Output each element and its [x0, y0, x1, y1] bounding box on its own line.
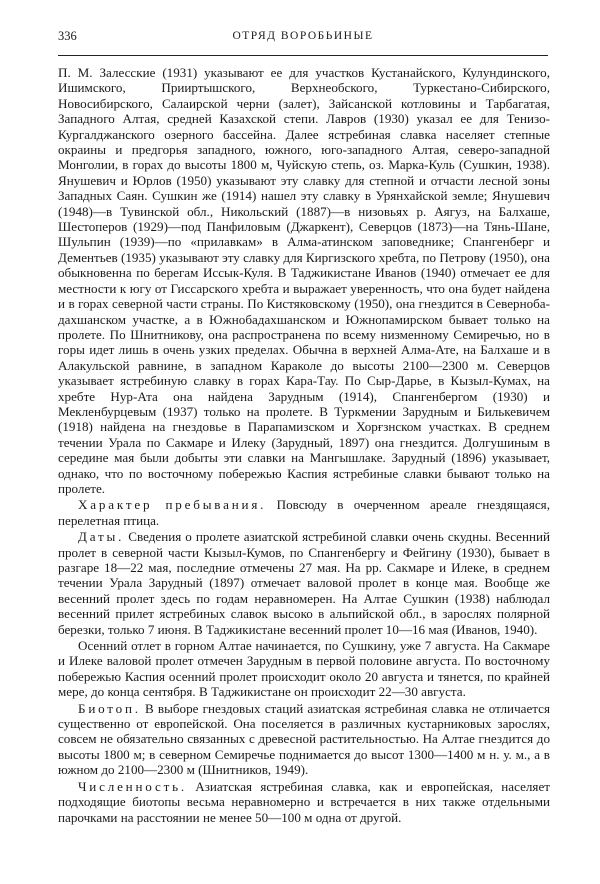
paragraph-distribution	[58, 65, 550, 496]
paragraph-text: П. М. Залесские (1931) указывают ее для участков Кустанайского, Кулундинского, Ишимского, Прииртышского, Верхнеобского, Туркестано-Сибирского, Новосибирского, Салаирской черни (залет), Зайсанской котловины и Тарбагатая, Западного Алтая, средней Казахской степи. Лавров (1930) указал ее для Тенизо-Кургалджанского озерного бассейна. Далее ястребиная славка населяет степные окраины и предгорья западного, южного, юго-западного Алтая, северо-западной Монголии, в горах до высоты 1800 м, Чуйскую степь, оз. Марка-Куль (Сушкин, 1938). Янушевич и Юрлов (1950) указывают эту славку для степной и отчасти лесной зоны Западных Саян. Сушкин же (1914) нашел эту славку в Урянхайской земле; Янушевич (1948)—в Тувинской обл., Никольский (1887)—в низовьях р. Аягуз, на Балхаше, Шестоперов (1929)—под Панфиловым (Джаркент), Северцов (1873)—на Тянь-Шане, Шульпин (1939)—по «прилавкам» в Алма-атинском заповеднике; Спангенберг и Дементьев (1935) указывают эту славку для Киргизского хребта, по Петрову (1950), она обыкновенна по берегам Иссык-Куля. В Таджикистане Иванов (1940) отмечает ее для местности к югу от Гиссарского хребта и выражает уверенность, что она будет найдена и в горах северной части страны. По Кистяковскому (1950), она гнездится в Севернобадахшанском участке, а в Южнобадахшанском и Южнопамирском бывает только на пролете. По Шнитникову, она распространена по всему низменному Семиречью, но в горы идет лишь в очень узких пределах. Обычна в верхней Алма-Ате, на Балхаше и в Алакульской равнине, в западном Караколе до высоты 2100—2300 м. Северцов указывает ястребиную славку в горах Кара-Тау. По Сыр-Дарье, в Кызыл-Кумах, на хребте Нур-Ата она найдена Зарудным (1914), Спангенбергом (1930) и Мекленбурцевым (1937) только на пролете. В Туркмении Зарудным и Билькевичем (1918) найдена на гнездовье в Парапамизском и Хорғзнском участках. В среднем течении Урала по Сакмаре и Илеку (Зарудный, 1897) она гнездится. Долгушиным в середине мая были добыты эти славки на Мангышлаке. Зарудный (1896) указывает, однако, что по восточному побережью Каспия ястребиные славки бывают только на пролете.	[58, 65, 550, 496]
page-number: 336	[58, 29, 77, 43]
paragraph-dates	[58, 529, 550, 637]
paragraph-biotope	[58, 701, 550, 778]
page-body	[58, 65, 550, 825]
section-heading: Характер пребывания.	[78, 497, 267, 513]
section-heading: Даты.	[78, 529, 125, 545]
page-header	[58, 26, 548, 46]
paragraph-text: Повсюду в очерченном ареале гнездящаяся, перелетная птица.	[58, 497, 550, 528]
running-title: ОТРЯД ВОРОБЬИНЫЕ	[232, 30, 374, 42]
section-heading: Биотоп.	[78, 700, 141, 716]
paragraph-autumn	[58, 638, 550, 700]
paragraph-text: Сведения о пролете азиатской ястребиной славки очень скудны. Весенний пролет в северной части Кызыл-Кумов, по Спангенбергу и Фейгину (1930), бывает в разгаре 18—22 мая, последние отмечены 27 мая. На рр. Сакмаре и Илеке, в среднем течении Урала Зарудный (1897) отмечает валовой пролет в конце мая. Вообще же весенний пролет здесь по годам неравномерен. На Алтае Сушкин (1938) наблюдал весенний прилет ястребиных славок высоко в альпийской обл., в зарослях полярной березки, только 7 июня. В Таджикистане весенний пролет 10—16 мая (Иванов, 1940).	[58, 529, 551, 637]
paragraph-text: Осенний отлет в горном Алтае начинается, по Сушкину, уже 7 августа. На Сакмаре и Илеке валовой пролет отмечен Зарудным в первой половине августа. По восточному побережью Каспия осенний пролет происходит около 20 августа и тянется, по крайней мере, до конца сентября. В Таджикистане он происходит 22—30 августа.	[58, 638, 550, 700]
header-rule	[58, 55, 548, 56]
paragraph-abundance	[58, 779, 550, 825]
section-heading: Численность.	[78, 778, 187, 794]
paragraph-character	[58, 497, 550, 528]
paragraph-text: В выборе гнездовых стаций азиатская ястребиная славка не отличается существенно от европейской. Она поселяется в различных кустарниковых зарослях, совсем не обязательно связанных с древесной растительностью. На Алтае гнездится до высоты 1800 м; в северном Семиречье поднимается до высот 1300—1400 м н. у. м., а в южном до 2100—2300 м (Шнитников, 1949).	[58, 700, 550, 778]
paragraph-text: Азиатская ястребиная славка, как и европейская, населяет подходящие биотопы весьма неравномерно и встречается в них также отдельными парочками на расстоянии не менее 50—100 м одна от другой.	[58, 778, 550, 825]
